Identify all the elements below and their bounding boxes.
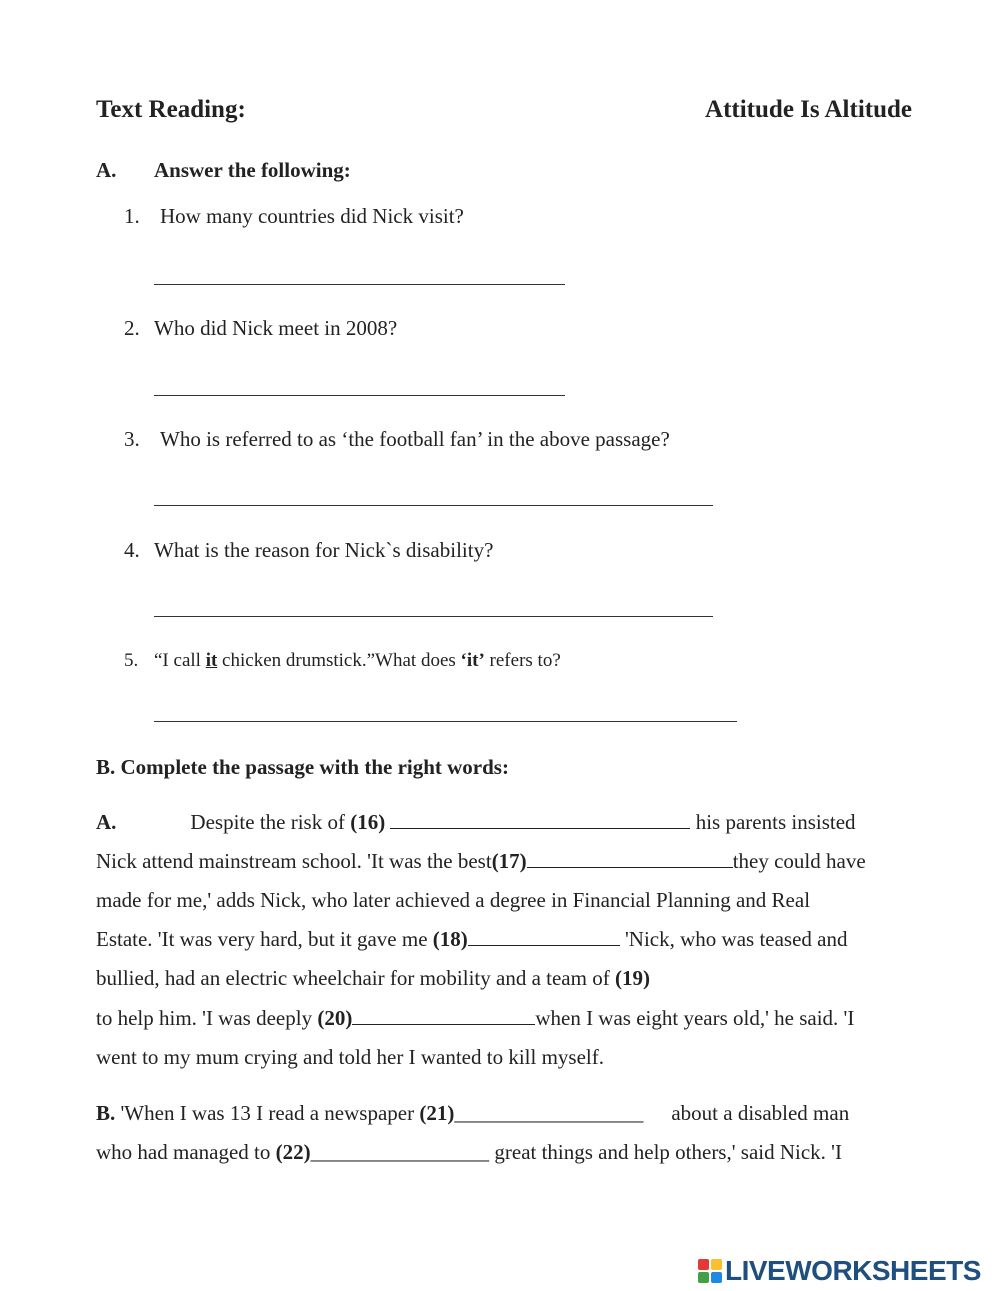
blank-number-19: (19) <box>614 966 650 990</box>
question-number: 4. <box>124 538 140 562</box>
passage-text: about a disabled man <box>671 1101 850 1125</box>
passage-b-label: B. <box>96 1101 116 1125</box>
answer-line-3[interactable] <box>154 505 713 506</box>
passage-a-line-7: went to my mum crying and told her I wanted to kill myself. <box>96 1045 604 1069</box>
blank-22[interactable]: _________________ <box>310 1140 490 1164</box>
answer-line-4[interactable] <box>154 616 713 617</box>
page-title: Text Reading: <box>96 96 246 123</box>
passage-text: 'When I was 13 I read a newspaper <box>115 1101 420 1125</box>
blank-21[interactable]: __________________ <box>454 1101 644 1125</box>
passage-text: to help him. 'I was deeply <box>96 1006 318 1030</box>
passage-a-line-1 <box>96 803 856 842</box>
question-text <box>154 650 561 672</box>
blank-number-22: (22) <box>275 1140 311 1164</box>
passage-text: Nick attend mainstream school. 'It was the best <box>96 849 492 873</box>
blank-18[interactable] <box>468 944 620 946</box>
quoted-word: ‘it’ <box>460 650 485 671</box>
blank-17[interactable] <box>527 866 733 868</box>
section-b-heading: B. Complete the passage with the right words: <box>96 755 509 779</box>
liveworksheets-logo[interactable] <box>697 1255 981 1287</box>
passage-text: they could have <box>732 849 866 873</box>
question-text: Who is referred to as ‘the football fan’ in the above passage? <box>160 427 670 451</box>
passage-text: great things and help others,' said Nick. 'I <box>489 1140 842 1164</box>
blank-number-20: (20) <box>317 1006 353 1030</box>
passage-text: who had managed to <box>96 1140 276 1164</box>
section-a-heading: Answer the following: <box>154 158 351 182</box>
passage-a-line-3: made for me,' adds Nick, who later achieved a degree in Financial Planning and Real <box>96 888 811 912</box>
blank-number-18: (18) <box>432 927 468 951</box>
passage-a-line-4 <box>96 920 847 959</box>
passage-a-label: A. <box>96 810 117 834</box>
blank-number-16: (16) <box>350 810 386 834</box>
passage-text: his parents insisted <box>690 810 856 834</box>
passage-a-line-6 <box>96 999 854 1038</box>
passage-text: Estate. 'It was very hard, but it gave me <box>96 927 433 951</box>
question-number: 3. <box>124 427 140 451</box>
liveworksheets-logo-text: LIVEWORKSHEETS <box>725 1255 981 1286</box>
section-a-letter: A. <box>96 158 117 182</box>
liveworksheets-logo-icon <box>697 1258 723 1284</box>
blank-number-21: (21) <box>419 1101 455 1125</box>
passage-b-line-1 <box>96 1094 849 1133</box>
passage-b-line-2 <box>96 1133 842 1172</box>
answer-line-2[interactable] <box>154 395 565 396</box>
question-number: 1. <box>124 204 140 228</box>
question-text: Who did Nick meet in 2008? <box>154 316 398 340</box>
passage-a-line-2 <box>96 842 866 881</box>
question-number: 5. <box>124 650 139 671</box>
answer-line-1[interactable] <box>154 284 565 285</box>
passage-text: 'Nick, who was teased and <box>619 927 848 951</box>
question-text-part: chicken drumstick.”What does <box>217 650 461 671</box>
question-text-part: “I call <box>154 650 206 671</box>
underlined-word: it <box>205 650 218 671</box>
worksheet-topic: Attitude Is Altitude <box>705 96 912 123</box>
answer-line-5[interactable] <box>154 721 737 722</box>
blank-number-17: (17) <box>491 849 527 873</box>
passage-text: bullied, had an electric wheelchair for mobility and a team of <box>96 966 615 990</box>
passage-text: Despite the risk of <box>190 810 351 834</box>
passage-text: when I was eight years old,' he said. 'I <box>535 1006 855 1030</box>
blank-16[interactable] <box>390 827 690 829</box>
passage-a-line-5 <box>96 959 650 998</box>
blank-20[interactable] <box>352 1023 535 1025</box>
question-text: How many countries did Nick visit? <box>160 204 464 228</box>
question-text: What is the reason for Nick`s disability? <box>154 538 494 562</box>
question-number: 2. <box>124 316 140 340</box>
question-text-part: refers to? <box>484 650 561 671</box>
